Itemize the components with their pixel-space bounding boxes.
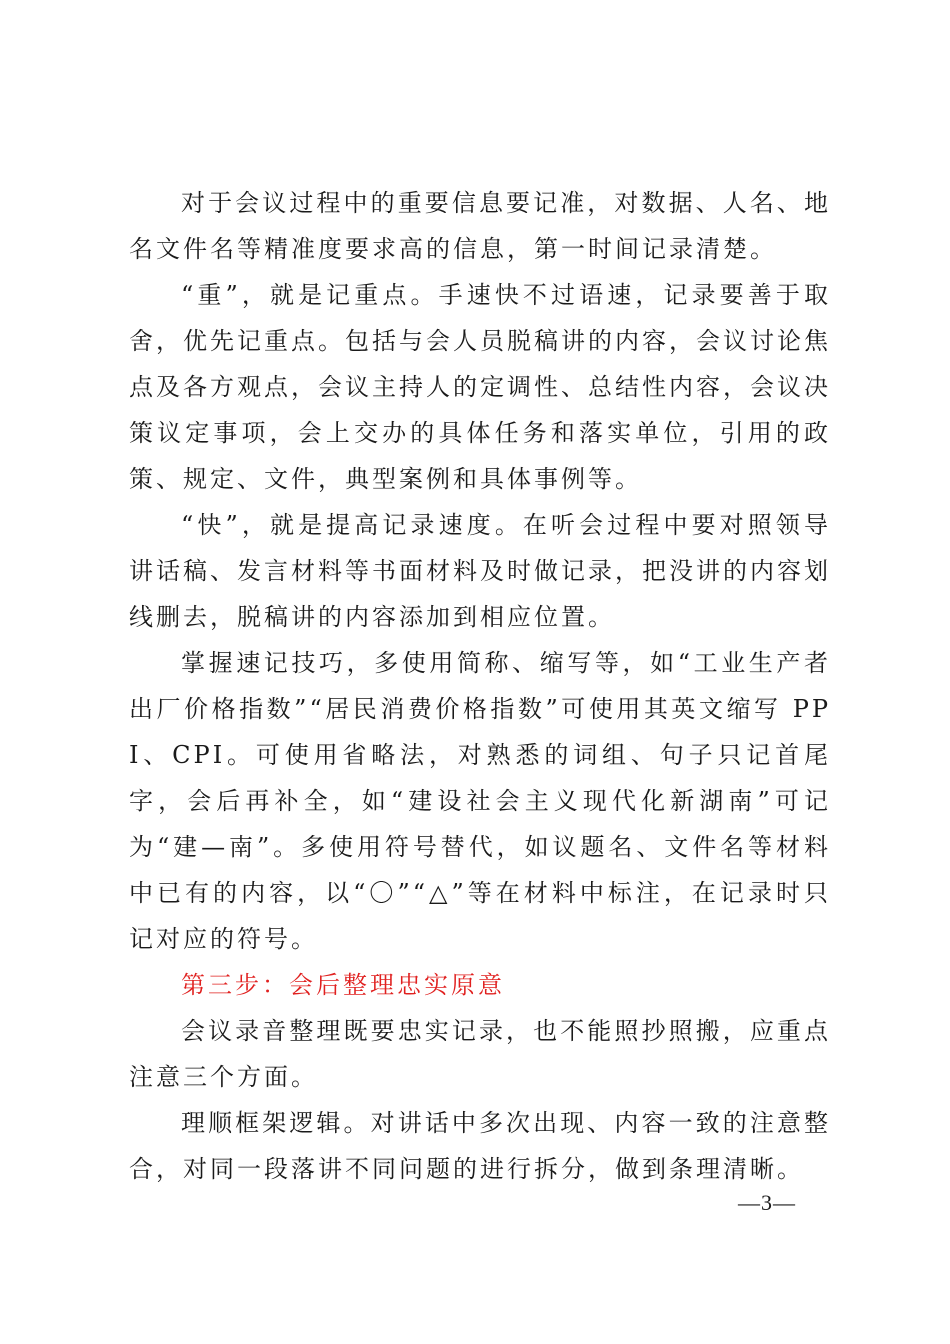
paragraph-organize-recording: 会议录音整理既要忠实记录，也不能照抄照搬，应重点注意三个方面。 — [129, 1017, 831, 1091]
paragraph-speed: “快”，就是提高记录速度。在听会过程中要对照领导讲话稿、发言材料等书面材料及时做记录，把没讲的内容划线删去，脱稿讲的内容添加到相应位置。 — [129, 511, 831, 631]
paragraph-shorthand: 掌握速记技巧，多使用简称、缩写等，如“工业生产者出厂价格指数”“居民消费价格指数”可使用其英文缩写 PPI、CPI。可使用省略法，对熟悉的词组、句子只记首尾字，会后再补全，如“建设社会主义现代化新湖南”可记为“建—南”。多使用符号替代，如议题名、文件名等材料中已有的内容，以“〇”“△”等在材料中标注，在记录时只记对应的符号。 — [129, 649, 831, 953]
page-number: —3— — [738, 1190, 796, 1215]
section-heading-step-three: 第三步：会后整理忠实原意 — [181, 971, 505, 999]
document-body — [129, 180, 831, 1192]
paragraph-record-accurately: 对于会议过程中的重要信息要记准，对数据、人名、地名文件名等精准度要求高的信息，第一时间记录清楚。 — [129, 189, 831, 263]
paragraph-logic-framework: 理顺框架逻辑。对讲话中多次出现、内容一致的注意整合，对同一段落讲不同问题的进行拆分，做到条理清晰。 — [129, 1109, 831, 1183]
paragraph-key-points: “重”，就是记重点。手速快不过语速，记录要善于取舍，优先记重点。包括与会人员脱稿讲的内容，会议讨论焦点及各方观点，会议主持人的定调性、总结性内容，会议决策议定事项，会上交办的具体任务和落实单位，引用的政策、规定、文件，典型案例和具体事例等。 — [129, 281, 831, 493]
